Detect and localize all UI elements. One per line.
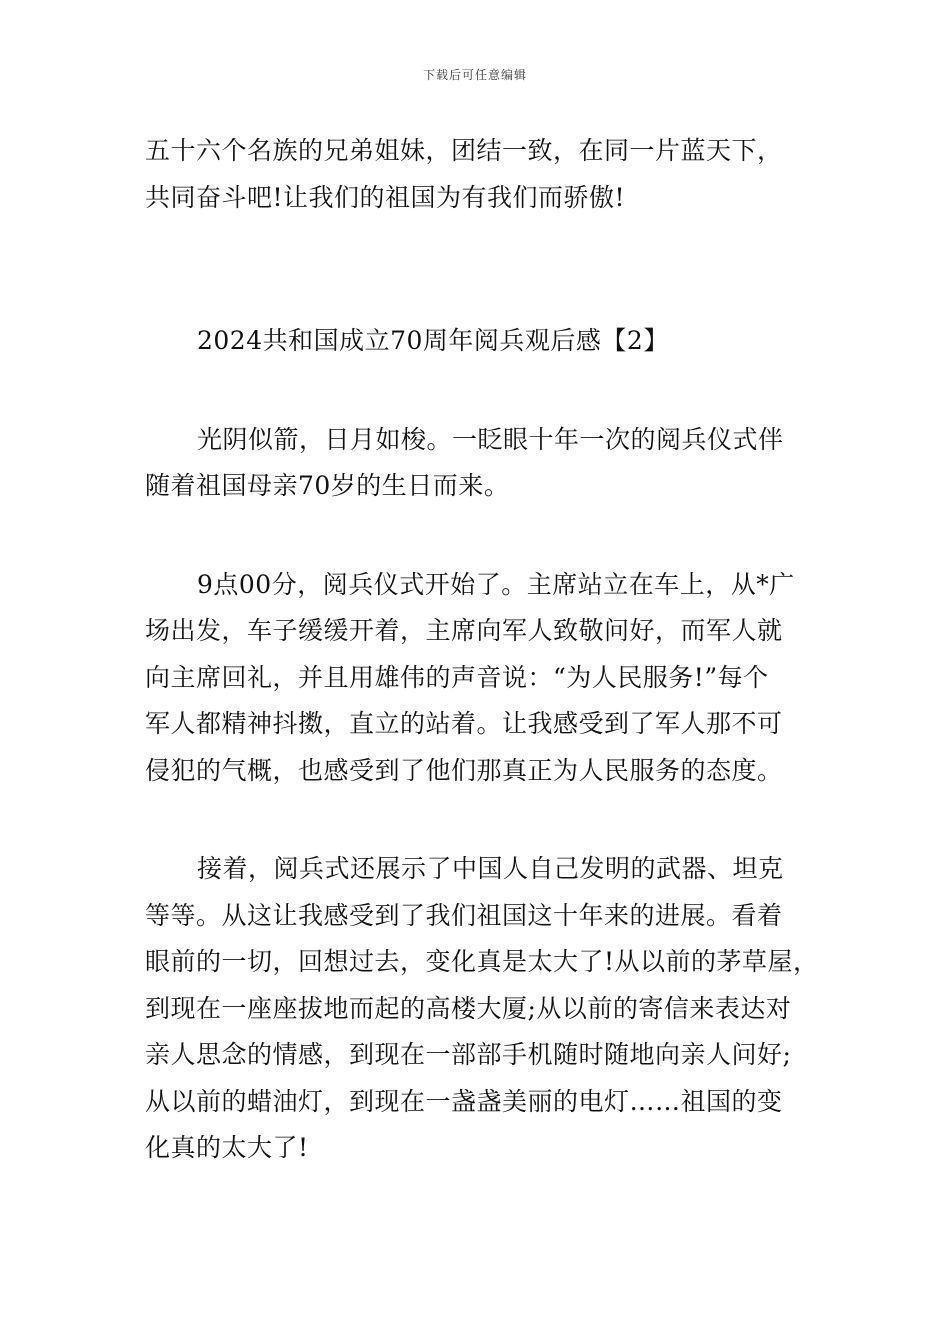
- paragraph-3-line: 军人都精神抖擞，直立的站着。让我感受到了军人那不可: [145, 709, 783, 738]
- paragraph-4-line: 接着，阅兵式还展示了中国人自己发明的武器、坦克: [197, 854, 784, 883]
- paragraph-1-line: 共同奋斗吧!让我们的祖国为有我们而骄傲!: [145, 182, 626, 212]
- paragraph-4-line: 从以前的蜡油灯，到现在一盏盏美丽的电灯……祖国的变: [145, 1086, 783, 1116]
- paragraph-2-line: 光阴似箭，日月如梭。一眨眼十年一次的阅兵仪式伴: [197, 424, 784, 454]
- paragraph-4-line: 亲人思念的情感，到现在一部部手机随时随地向亲人问好;: [145, 1040, 792, 1069]
- paragraph-4-line: 眼前的一切，回想过去，变化真是太大了!从以前的茅草屋，: [145, 947, 819, 976]
- paragraph-4: [145, 846, 819, 1172]
- paragraph-1-line: 五十六个名族的兄弟姐妹，团结一致，在同一片蓝天下，: [145, 136, 783, 165]
- section-title: 2024共和国成立70周年阅兵观后感【2】: [197, 326, 669, 355]
- paragraph-3-line: 场出发，车子缓缓开着，主席向军人致敬问好，而军人就: [145, 616, 783, 645]
- paragraph-2: [145, 417, 810, 510]
- paragraph-1: [145, 128, 810, 221]
- paragraph-3-line: 9点00分，阅兵仪式开始了。主席站立在车上，从*广: [197, 569, 795, 599]
- paragraph-3: [145, 562, 810, 795]
- paragraph-3-line: 向主席回礼，并且用雄伟的声音说：“为人民服务!”每个: [145, 662, 769, 692]
- paragraph-4-line: 到现在一座座拔地而起的高楼大厦;从以前的寄信来表达对: [145, 993, 792, 1023]
- document-body: [145, 128, 819, 1172]
- paragraph-4-line: 化真的太大了!: [145, 1133, 309, 1162]
- paragraph-4-line: 等等。从这让我感受到了我们祖国这十年来的进展。看着: [145, 900, 783, 930]
- paragraph-2-line: 随着祖国母亲70岁的生日而来。: [145, 471, 510, 500]
- header-note: 下载后可任意编辑: [422, 68, 527, 82]
- paragraph-3-line: 侵犯的气概，也感受到了他们那真正为人民服务的态度。: [145, 755, 783, 785]
